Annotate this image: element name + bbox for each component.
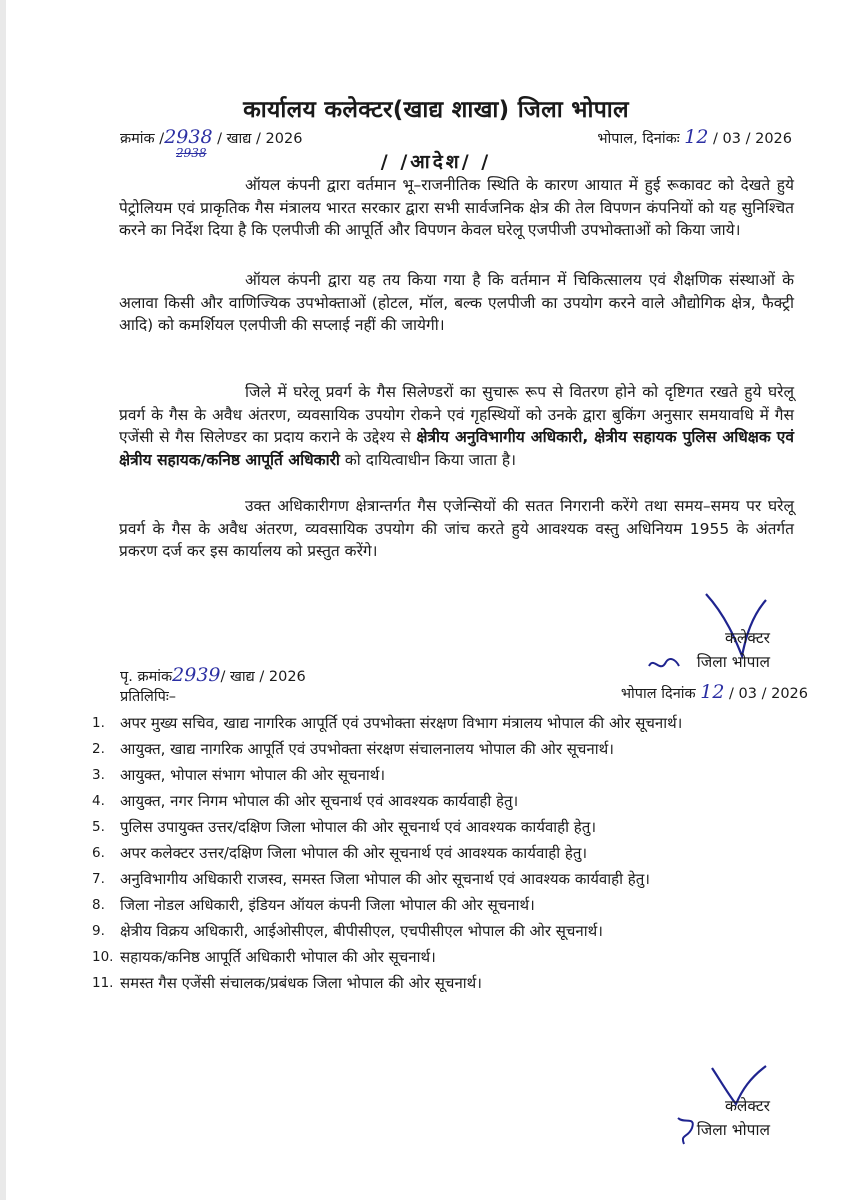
sig2-designation: कलेक्टर	[724, 1097, 770, 1115]
order-reference	[120, 126, 302, 148]
list-item-number: 9.	[92, 923, 105, 939]
order-heading: / /आदेश/ /	[380, 151, 492, 173]
list-item	[92, 712, 792, 735]
order-date	[597, 126, 792, 148]
list-item	[92, 868, 792, 891]
p3-end: को दायित्वाधीन किया जाता है।	[339, 450, 517, 469]
date-day-handwritten: 12	[684, 126, 709, 148]
list-item-text: आयुक्त, खाद्य नागरिक आपूर्ति एवं उपभोक्ता संरक्षण संचालनालय भोपाल की ओर सूचनार्थ।	[120, 740, 614, 758]
list-item-number: 10.	[92, 949, 114, 965]
list-item	[92, 738, 792, 761]
order-paragraph-2: ऑयल कंपनी द्वारा यह तय किया गया है कि वर्तमान में चिकित्सालय एवं शैक्षणिक संस्थाओं के अलावा किसी और वाणिज्यिक उपभोक्ताओं (होटल, मॉल, बल्क एलपीजी का उपयोग करने वाले औद्योगिक क्षेत्र, फैक्ट्री आदि) को कमर्शियल एलपीजी की सप्लाई नहीं की जायेगी।	[119, 271, 794, 334]
copy-date-day-handwritten: 12	[700, 681, 725, 703]
ref-prefix: क्रमांक /	[120, 131, 165, 147]
sig1-district: जिला भोपाल	[696, 653, 770, 671]
signature-initial-1	[646, 652, 682, 676]
list-item-text: समस्त गैस एजेंसी संचालक/प्रबंधक जिला भोपाल की ओर सूचनार्थ।	[120, 974, 482, 992]
list-item-number: 6.	[92, 845, 105, 861]
signature-block-2	[697, 1094, 770, 1142]
copy-ref-suffix: / खाद्य / 2026	[220, 669, 306, 685]
sig1-designation: कलेक्टर	[724, 629, 770, 647]
ref-number-handwritten: 2938	[164, 126, 213, 148]
list-item-number: 5.	[92, 819, 105, 835]
copy-reference	[120, 664, 306, 686]
list-item	[92, 920, 792, 943]
list-item-number: 1.	[92, 715, 105, 731]
copy-label: प्रतिलिपिः–	[120, 689, 177, 705]
list-item-text: अपर मुख्य सचिव, खाद्य नागरिक आपूर्ति एवं उपभोक्ता संरक्षण विभाग मंत्रालय भोपाल की ओर सूचनार्थ।	[120, 714, 683, 732]
list-item	[92, 946, 792, 969]
copy-ref-prefix: पृ. क्रमांक	[120, 669, 173, 685]
order-paragraph-3	[119, 381, 794, 471]
list-item	[92, 894, 792, 917]
date-suffix: / 03 / 2026	[708, 131, 792, 147]
p3-bold-officers: क्षेत्रीय अनुविभागीय अधिकारी, क्षेत्रीय सहायक पुलिस अधिक्षक एवं क्षेत्रीय सहायक/कनिष्ठ आपूर्ति अधिकारी	[119, 428, 794, 469]
list-item-number: 11.	[92, 975, 114, 991]
order-paragraph-1: ऑयल कंपनी द्वारा वर्तमान भू–राजनीतिक स्थिति के कारण आयात में हुई रूकावट को देखते हुये पेट्रोलियम एवं प्राकृतिक गैस मंत्रालय भारत सरकार द्वारा सभी सार्वजनिक क्षेत्र की तेल विपणन कंपनियों को यह सुनिश्चित करने का निर्देश दिया है कि एलपीजी की आपूर्ति और विपणन केवल घरेलू एजपीजी उपभोक्ताओं को किया जाये।	[119, 176, 794, 239]
list-item	[92, 816, 792, 839]
list-item-number: 8.	[92, 897, 105, 913]
list-item	[92, 972, 792, 995]
list-item-text: अनुविभागीय अधिकारी राजस्व, समस्त जिला भोपाल की ओर सूचनार्थ एवं आवश्यक कार्यवाही हेतु।	[120, 870, 650, 888]
copy-date-prefix: भोपाल दिनांक	[620, 686, 696, 702]
list-item-text: पुलिस उपायुक्त उत्तर/दक्षिण जिला भोपाल की ओर सूचनार्थ एवं आवश्यक कार्यवाही हेतु।	[120, 818, 597, 836]
order-paragraph-4: उक्त अधिकारीगण क्षेत्रान्तर्गत गैस एजेन्सियों की सतत निगरानी करेंगे तथा समय–समय पर घरेलू प्रवर्ग के गैस के अवैध अंतरण, व्यवसायिक उपयोग की जांच करते हुये आवश्यक वस्तु अधिनियम 1955 के अंतर्गत प्रकरण दर्ज कर इस कार्यालय को प्रस्तुत करेंगे।	[119, 497, 794, 560]
list-item-number: 4.	[92, 793, 105, 809]
ref-stamp-number: 2938	[176, 146, 207, 160]
list-item-text: सहायक/कनिष्ठ आपूर्ति अधिकारी भोपाल की ओर सूचनार्थ।	[120, 948, 436, 966]
list-item-text: क्षेत्रीय विक्रय अधिकारी, आईओसीएल, बीपीसीएल, एचपीसीएल भोपाल की ओर सूचनार्थ।	[120, 922, 603, 940]
ref-suffix: / खाद्य / 2026	[212, 131, 303, 147]
list-item	[92, 764, 792, 787]
p3-start: जिले में घरेलू प्रवर्ग के गैस सिलेण्डरों का सुचारू रूप से वितरण होने को दृष्टिगत रखते हुये घरेलू प्रवर्ग के गैस के अवैध अंतरण, व्यवसायिक उपयोग रोकने एवं गृहस्थियों को उनके द्वारा बुकिंग अनुसार समयावधि में गैस एजेंसी से गैस सिलेण्डर का प्रदाय कराने के उद्देश्य से	[119, 383, 794, 446]
list-item-text: अपर कलेक्टर उत्तर/दक्षिण जिला भोपाल की ओर सूचनार्थ एवं आवश्यक कार्यवाही हेतु।	[120, 844, 588, 862]
date-prefix: भोपाल, दिनांकः	[597, 131, 680, 147]
copy-ref-number-handwritten: 2939	[172, 664, 221, 686]
list-item-text: आयुक्त, भोपाल संभाग भोपाल की ओर सूचनार्थ।	[120, 766, 386, 784]
list-item-number: 2.	[92, 741, 105, 757]
list-item	[92, 842, 792, 865]
list-item-text: जिला नोडल अधिकारी, इंडियन ऑयल कंपनी जिला भोपाल की ओर सूचनार्थ।	[120, 896, 535, 914]
copy-recipient-list	[92, 712, 792, 998]
list-item	[92, 790, 792, 813]
list-item-number: 7.	[92, 871, 105, 887]
sig2-district: जिला भोपाल	[696, 1121, 770, 1139]
copy-date	[621, 681, 808, 703]
office-title: कार्यालय कलेक्टर(खाद्य शाखा) जिला भोपाल	[243, 97, 629, 123]
list-item-number: 3.	[92, 767, 105, 783]
copy-date-suffix: / 03 / 2026	[724, 686, 808, 702]
list-item-text: आयुक्त, नगर निगम भोपाल की ओर सूचनार्थ एवं आवश्यक कार्यवाही हेतु।	[120, 792, 519, 810]
signature-block-1	[697, 626, 770, 674]
